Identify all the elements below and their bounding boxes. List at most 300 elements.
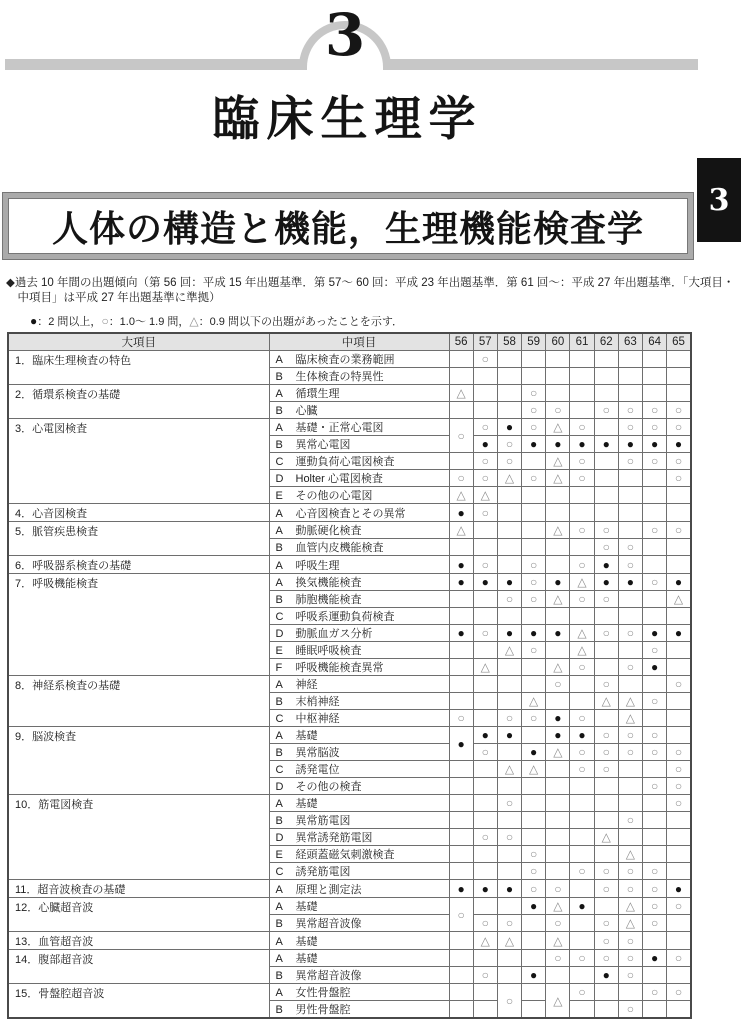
mark-cell (473, 967, 497, 984)
mark-open-circle: ○ (626, 933, 635, 948)
table-row (8, 932, 691, 950)
major-item-cell: 4．心音図検査 (8, 504, 269, 522)
mark-cell (570, 574, 594, 591)
side-tab-number: 3 (708, 182, 730, 218)
mark-cell (497, 967, 521, 984)
mark-open-circle: ○ (626, 660, 635, 674)
mark-open-circle: ○ (626, 626, 635, 640)
mark-cell (643, 608, 667, 625)
mark-cell (594, 676, 618, 693)
mark-triangle: △ (601, 694, 611, 708)
mark-cell (449, 1001, 473, 1019)
mark-open-circle: ○ (602, 864, 610, 878)
item-label: 基礎 (295, 798, 318, 810)
table-row (8, 984, 691, 1001)
item-label: 呼吸生理 (295, 559, 340, 572)
mark-cell (618, 642, 642, 659)
middle-item-cell (269, 453, 449, 470)
mark-open-circle: ○ (602, 523, 610, 537)
middle-item-cell (269, 436, 449, 453)
mark-cell (570, 608, 594, 625)
mark-cell (594, 608, 618, 625)
mark-cell (473, 693, 497, 710)
item-letter: E (275, 645, 283, 657)
mark-open-circle: ○ (505, 830, 514, 844)
mark-cell (618, 898, 642, 915)
mark-open-circle: ○ (674, 985, 683, 999)
item-letter: B (275, 542, 283, 554)
mark-cell (449, 608, 473, 625)
mark-filled-circle: ● (457, 557, 465, 572)
item-letter: D (275, 628, 284, 640)
mark-triangle: △ (504, 933, 515, 948)
mark-cell (449, 932, 473, 950)
mark-cell (570, 504, 594, 522)
mark-cell (618, 795, 642, 812)
mark-cell (522, 539, 546, 556)
mark-filled-circle: ● (505, 575, 514, 589)
middle-item-cell (269, 693, 449, 710)
mark-filled-circle: ● (554, 728, 562, 742)
mark-open-circle: ○ (457, 907, 465, 922)
mark-cell (643, 795, 667, 812)
mark-cell (473, 932, 497, 950)
mark-cell (522, 556, 546, 574)
item-label: 女性骨盤腔 (295, 987, 351, 999)
mark-open-circle: ○ (650, 985, 659, 999)
mark-cell (522, 385, 546, 402)
item-label: 呼吸系運動負荷検査 (295, 611, 395, 623)
legend-mark: ● (30, 314, 38, 328)
mark-cell (546, 419, 570, 436)
mark-open-circle: ○ (530, 847, 538, 861)
mark-open-circle: ○ (626, 864, 635, 878)
mark-filled-circle: ● (481, 437, 489, 451)
mark-cell (449, 368, 473, 385)
col-header-major: 大項目 (8, 333, 269, 351)
mark-cell (473, 880, 497, 898)
mark-cell (546, 625, 570, 642)
mark-cell (667, 522, 691, 539)
trend-table (7, 332, 692, 1019)
middle-item-cell (269, 659, 449, 676)
mark-filled-circle: ● (578, 899, 586, 913)
mark-cell (546, 539, 570, 556)
mark-open-circle: ○ (481, 968, 489, 982)
middle-item-cell (269, 574, 449, 591)
mark-cell (667, 710, 691, 727)
mark-open-circle: ○ (674, 420, 683, 434)
item-label: 換気機能検査 (295, 577, 362, 589)
mark-cell (643, 915, 667, 932)
mark-cell (618, 574, 642, 591)
mark-cell (546, 932, 570, 950)
mark-cell (667, 453, 691, 470)
intro-text: ◆過去 10 年間の出題傾向（第 56 回：平成 15 年出題基準．第 57～ 60 回：平成 23 年出題基準．第 61 回～：平成 27 年出題基準．「大項目・中項目」は平成 27 年出題基準に準拠） (6, 277, 735, 304)
item-label: 異常心電図 (295, 439, 351, 451)
mark-cell (618, 453, 642, 470)
mark-cell (643, 863, 667, 880)
mark-cell (546, 487, 570, 504)
mark-cell (570, 693, 594, 710)
mark-filled-circle: ● (650, 660, 659, 674)
mark-cell (449, 984, 473, 1001)
mark-cell (449, 812, 473, 829)
mark-cell (643, 591, 667, 608)
item-label: 基礎 (295, 730, 318, 742)
col-header-year: 63 (618, 333, 642, 351)
item-letter: A (275, 388, 283, 400)
mark-triangle: △ (456, 386, 466, 400)
mark-cell (473, 950, 497, 967)
mark-cell (522, 950, 546, 967)
mark-cell (449, 898, 473, 932)
middle-item-cell (269, 710, 449, 727)
middle-item-cell (269, 727, 449, 744)
mark-cell (667, 727, 691, 744)
mark-cell (594, 368, 618, 385)
col-header-year: 59 (522, 333, 546, 351)
mark-open-circle: ○ (578, 454, 586, 468)
mark-open-circle: ○ (578, 523, 586, 537)
mark-filled-circle: ● (530, 899, 538, 913)
mark-open-circle: ○ (554, 677, 562, 691)
mark-cell (546, 950, 570, 967)
mark-cell (643, 522, 667, 539)
mark-cell (570, 642, 594, 659)
mark-cell (473, 761, 497, 778)
item-letter: B (275, 918, 283, 930)
mark-open-circle: ○ (530, 420, 538, 434)
mark-open-circle: ○ (505, 592, 514, 606)
mark-filled-circle: ● (481, 881, 489, 896)
mark-cell (546, 727, 570, 744)
mark-cell (449, 880, 473, 898)
mark-cell (546, 368, 570, 385)
item-letter: C (275, 866, 284, 878)
mark-cell (594, 984, 618, 1001)
mark-cell (594, 795, 618, 812)
middle-item-cell (269, 744, 449, 761)
mark-open-circle: ○ (578, 864, 586, 878)
mark-open-circle: ○ (530, 403, 538, 417)
mark-open-circle: ○ (602, 626, 610, 640)
mark-cell (522, 470, 546, 487)
mark-cell (570, 419, 594, 436)
mark-triangle: △ (625, 899, 636, 913)
mark-cell (618, 487, 642, 504)
item-label: 基礎 (295, 901, 318, 913)
middle-item-cell (269, 812, 449, 829)
middle-item-cell (269, 932, 449, 950)
item-label: 異常超音波像 (295, 918, 362, 930)
mark-cell (522, 368, 546, 385)
mark-open-circle: ○ (626, 813, 635, 827)
mark-open-circle: ○ (578, 951, 586, 965)
item-label: Holter 心電図検査 (295, 473, 383, 485)
major-item-cell: 3．心電図検査 (8, 419, 269, 504)
mark-cell (497, 984, 521, 1019)
mark-cell (570, 967, 594, 984)
mark-cell (522, 744, 546, 761)
mark-open-circle: ○ (626, 728, 635, 742)
mark-cell (473, 1001, 497, 1019)
mark-cell (667, 829, 691, 846)
mark-filled-circle: ● (650, 951, 659, 965)
mark-cell (667, 846, 691, 863)
middle-item-cell (269, 591, 449, 608)
mark-cell (667, 556, 691, 574)
mark-cell (594, 659, 618, 676)
mark-cell (522, 967, 546, 984)
side-tab (697, 158, 741, 242)
mark-cell (667, 402, 691, 419)
mark-cell (473, 727, 497, 744)
col-header-middle: 中項目 (269, 333, 449, 351)
mark-cell (643, 898, 667, 915)
mark-cell (618, 436, 642, 453)
middle-item-cell (269, 1001, 449, 1019)
mark-cell (594, 880, 618, 898)
mark-cell (667, 385, 691, 402)
middle-item-cell (269, 676, 449, 693)
major-item-cell: 14．腹部超音波 (8, 950, 269, 984)
mark-cell (449, 539, 473, 556)
mark-open-circle: ○ (578, 762, 586, 776)
item-label: 運動負荷心電図検査 (295, 456, 395, 468)
mark-open-circle: ○ (481, 420, 489, 434)
table-row (8, 880, 691, 898)
mark-cell (522, 402, 546, 419)
mark-cell (618, 727, 642, 744)
mark-cell (522, 608, 546, 625)
mark-cell (643, 984, 667, 1001)
mark-cell (667, 487, 691, 504)
mark-open-circle: ○ (626, 951, 635, 965)
mark-cell (570, 710, 594, 727)
mark-cell (497, 915, 521, 932)
mark-cell (594, 436, 618, 453)
mark-cell (667, 898, 691, 915)
item-label: 末梢神経 (295, 696, 340, 708)
mark-cell (570, 950, 594, 967)
mark-cell (594, 967, 618, 984)
mark-cell (570, 829, 594, 846)
mark-cell (643, 556, 667, 574)
mark-cell (546, 880, 570, 898)
mark-triangle: △ (529, 762, 539, 776)
middle-item-cell (269, 984, 449, 1001)
table-row (8, 795, 691, 812)
mark-cell (473, 846, 497, 863)
header-row (8, 333, 691, 351)
major-item-cell: 1．臨床生理検査の特色 (8, 351, 269, 385)
item-label: 基礎 (295, 953, 318, 965)
mark-cell (643, 967, 667, 984)
mark-cell (497, 419, 521, 436)
mark-triangle: △ (529, 694, 539, 708)
major-item-cell: 7．呼吸機能検査 (8, 574, 269, 676)
mark-cell (546, 744, 570, 761)
mark-cell (473, 625, 497, 642)
mark-cell (594, 932, 618, 950)
mark-open-circle: ○ (674, 951, 683, 965)
middle-item-cell (269, 522, 449, 539)
major-item-cell: 10．筋電図検査 (8, 795, 269, 880)
mark-triangle: △ (577, 643, 587, 657)
mark-filled-circle: ● (626, 437, 635, 451)
mark-open-circle: ○ (674, 677, 683, 691)
mark-cell (473, 539, 497, 556)
mark-cell (473, 470, 497, 487)
table-row (8, 522, 691, 539)
mark-cell (546, 676, 570, 693)
mark-open-circle: ○ (650, 420, 659, 434)
mark-filled-circle: ● (674, 575, 683, 589)
mark-open-circle: ○ (674, 523, 683, 537)
mark-cell (497, 574, 521, 591)
mark-open-circle: ○ (674, 779, 683, 793)
mark-cell (594, 385, 618, 402)
mark-cell (473, 385, 497, 402)
mark-cell (522, 778, 546, 795)
mark-cell (570, 795, 594, 812)
mark-cell (618, 402, 642, 419)
major-item-cell: 8．神経系検査の基礎 (8, 676, 269, 727)
middle-item-cell (269, 761, 449, 778)
mark-cell (643, 761, 667, 778)
middle-item-cell (269, 402, 449, 419)
mark-cell (473, 744, 497, 761)
mark-cell (522, 1001, 546, 1019)
mark-cell (522, 659, 546, 676)
item-letter: A (275, 883, 283, 896)
mark-cell (522, 984, 546, 1001)
mark-cell (594, 744, 618, 761)
mark-cell (667, 351, 691, 368)
mark-cell (449, 574, 473, 591)
item-letter: B (275, 405, 283, 417)
mark-open-circle: ○ (674, 471, 683, 485)
mark-cell (570, 812, 594, 829)
mark-cell (643, 504, 667, 522)
mark-cell (497, 744, 521, 761)
mark-cell (570, 368, 594, 385)
mark-open-circle: ○ (650, 575, 659, 589)
mark-open-circle: ○ (650, 881, 659, 896)
mark-cell (667, 950, 691, 967)
middle-item-cell (269, 829, 449, 846)
mark-open-circle: ○ (530, 643, 538, 657)
mark-cell (594, 642, 618, 659)
item-label: 動脈血ガス分析 (295, 628, 373, 640)
mark-open-circle: ○ (481, 471, 489, 485)
mark-open-circle: ○ (481, 505, 489, 520)
mark-cell (618, 608, 642, 625)
mark-filled-circle: ● (505, 420, 514, 434)
mark-cell (449, 470, 473, 487)
mark-cell (643, 625, 667, 642)
table-row (8, 504, 691, 522)
mark-cell (618, 351, 642, 368)
mark-cell (522, 625, 546, 642)
mark-cell (667, 419, 691, 436)
mark-open-circle: ○ (650, 403, 659, 417)
item-letter: A (275, 525, 283, 537)
section-title-box (3, 193, 693, 259)
mark-triangle: △ (553, 899, 563, 913)
middle-item-cell (269, 863, 449, 880)
mark-cell (594, 351, 618, 368)
mark-cell (570, 351, 594, 368)
mark-open-circle: ○ (530, 881, 538, 896)
mark-cell (473, 915, 497, 932)
mark-open-circle: ○ (481, 557, 489, 572)
mark-cell (497, 829, 521, 846)
mark-filled-circle: ● (457, 575, 465, 589)
item-label: 基礎 (295, 935, 318, 948)
mark-cell (473, 504, 497, 522)
mark-cell (497, 846, 521, 863)
mark-open-circle: ○ (481, 830, 489, 844)
mark-open-circle: ○ (626, 557, 635, 572)
mark-triangle: △ (456, 523, 466, 537)
item-label: 睡眠呼吸検査 (295, 645, 362, 657)
major-item-cell: 5．脈管疾患検査 (8, 522, 269, 556)
mark-cell (643, 778, 667, 795)
mark-filled-circle: ● (505, 728, 514, 742)
col-header-year: 64 (643, 333, 667, 351)
mark-open-circle: ○ (674, 796, 683, 810)
mark-cell (497, 436, 521, 453)
middle-item-cell (269, 915, 449, 932)
mark-cell (497, 795, 521, 812)
mark-triangle: △ (625, 711, 636, 725)
mark-cell (522, 932, 546, 950)
mark-cell (643, 659, 667, 676)
mark-cell (449, 556, 473, 574)
mark-triangle: △ (504, 643, 515, 657)
mark-open-circle: ○ (602, 951, 610, 965)
mark-cell (618, 522, 642, 539)
mark-filled-circle: ● (554, 711, 562, 725)
mark-cell (594, 812, 618, 829)
mark-cell (667, 967, 691, 984)
mark-cell (594, 778, 618, 795)
mark-filled-circle: ● (530, 626, 538, 640)
mark-cell (473, 829, 497, 846)
table-row (8, 676, 691, 693)
item-label: その他の心電図 (295, 490, 373, 502)
mark-cell (522, 915, 546, 932)
item-letter: B (275, 439, 283, 451)
mark-cell (546, 812, 570, 829)
mark-cell (570, 556, 594, 574)
middle-item-cell (269, 539, 449, 556)
mark-cell (449, 795, 473, 812)
mark-cell (546, 522, 570, 539)
mark-cell (643, 487, 667, 504)
mark-cell (473, 659, 497, 676)
mark-cell (546, 967, 570, 984)
middle-item-cell (269, 846, 449, 863)
item-letter: D (275, 473, 284, 485)
mark-triangle: △ (504, 762, 515, 776)
item-label: 基礎・正常心電図 (295, 422, 384, 434)
mark-open-circle: ○ (626, 403, 635, 417)
mark-cell (497, 487, 521, 504)
mark-cell (570, 470, 594, 487)
